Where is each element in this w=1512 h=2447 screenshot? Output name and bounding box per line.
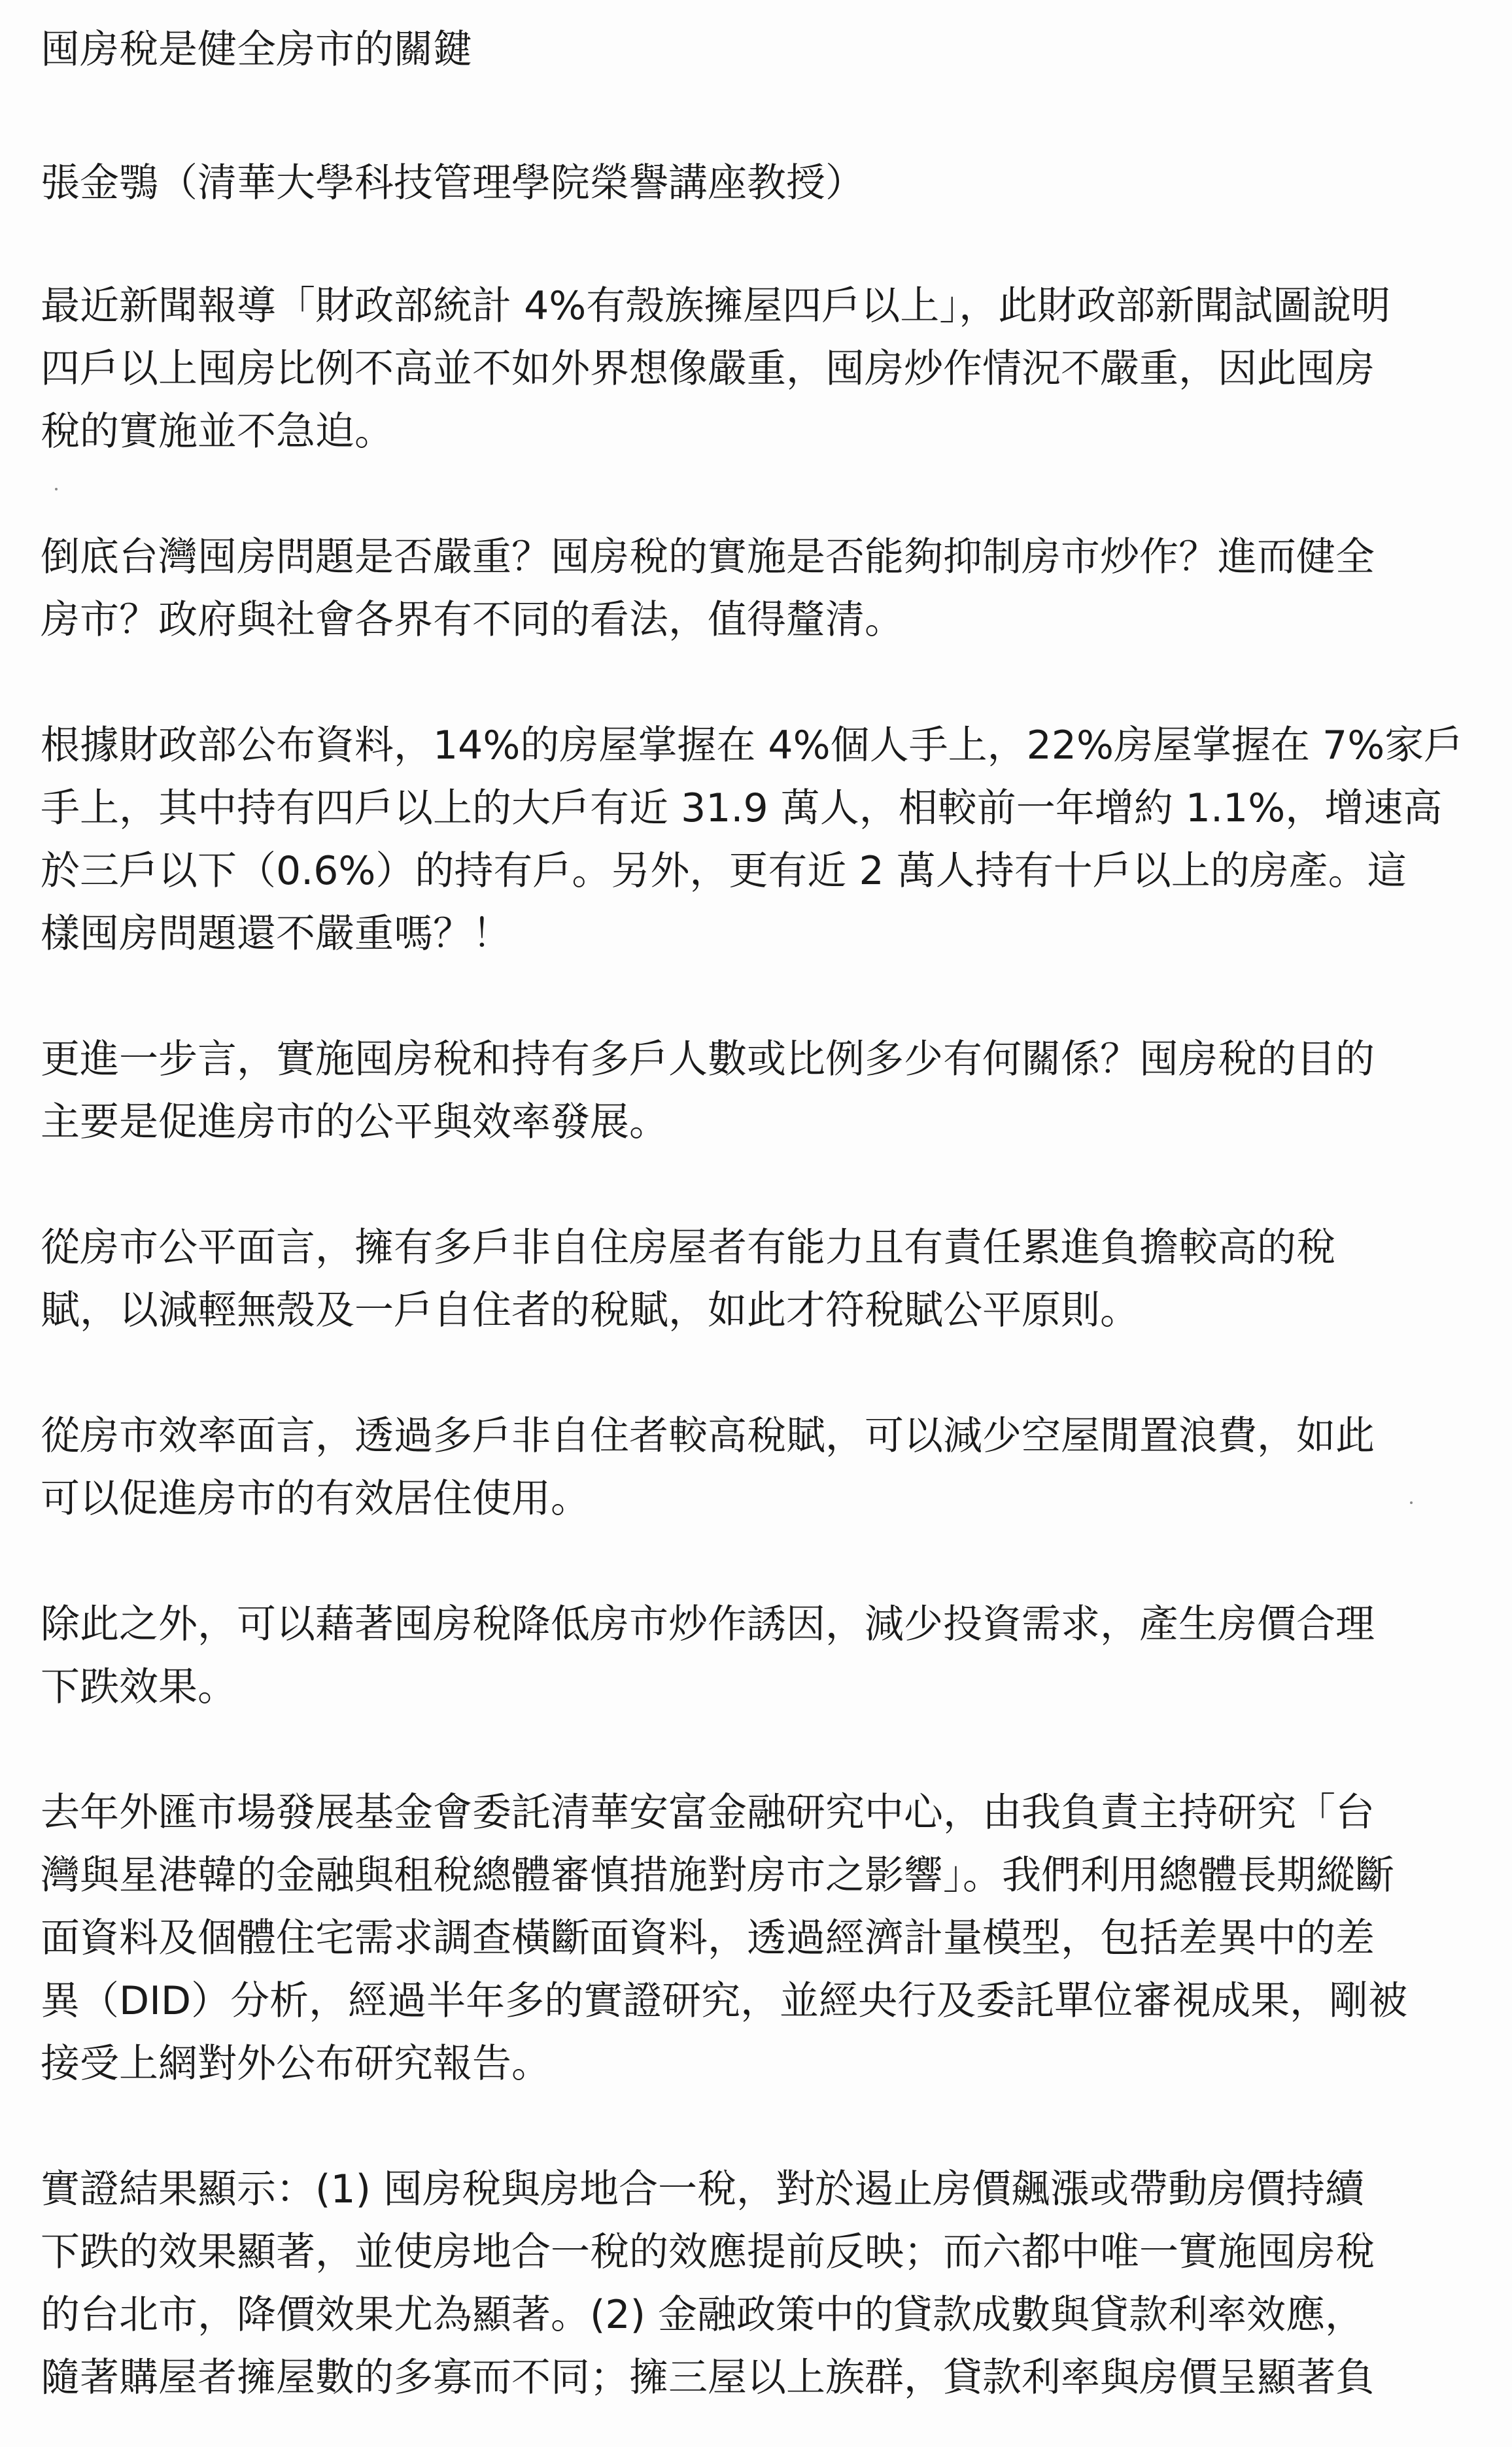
paragraph-line: 可以促進房市的有效居住使用。 [41, 1476, 590, 1522]
paragraph-line: 接受上網對外公布研究報告。 [41, 2041, 551, 2087]
paragraph-4 [41, 1028, 1486, 1154]
paragraph-line: 更進一步言，實施囤房稅和持有多戶人數或比例多少有何關係？囤房稅的目的 [41, 1036, 1375, 1082]
article-title-text: 囤房稅是健全房市的關鍵 [41, 27, 472, 73]
paragraph-line: 主要是促進房市的公平與效率發展。 [41, 1099, 668, 1145]
paragraph-5 [41, 1216, 1486, 1342]
paragraph-line: 倒底台灣囤房問題是否嚴重？囤房稅的實施是否能夠抑制房市炒作？進而健全 [41, 534, 1375, 580]
author-text: 張金鶚（清華大學科技管理學院榮譽講座教授） [41, 160, 865, 206]
paragraph-line: 從房市效率面言，透過多戶非自住者較高稅賦，可以減少空屋閒置浪費，如此 [41, 1413, 1375, 1459]
paragraph-7 [41, 1593, 1486, 1719]
paragraph-line: 除此之外，可以藉著囤房稅降低房市炒作誘因，減少投資需求，產生房價合理 [41, 1601, 1375, 1647]
scan-speck [1410, 1501, 1413, 1504]
paragraph-line: 稅的實施並不急迫。 [41, 409, 394, 454]
paragraph-9 [41, 2158, 1486, 2409]
paragraph-line: 面資料及個體住宅需求調查橫斷面資料，透過經濟計量模型，包括差異中的差 [41, 1915, 1375, 1961]
paragraph-3 [41, 714, 1486, 965]
paragraph-line: 隨著購屋者擁屋數的多寡而不同；擁三屋以上族群，貸款利率與房價呈顯著負 [41, 2355, 1375, 2401]
scan-speck [55, 488, 58, 490]
paragraph-line: 四戶以上囤房比例不高並不如外界想像嚴重，囤房炒作情況不嚴重，因此囤房 [41, 346, 1375, 392]
paragraph-line: 異（DID）分析，經過半年多的實證研究，並經央行及委託單位審視成果，剛被 [41, 1978, 1408, 2024]
article-title [41, 18, 1486, 81]
paragraph-line: 灣與星港韓的金融與租稅總體審慎措施對房市之影響」。我們利用總體長期縱斷 [41, 1853, 1394, 1898]
author-line [41, 152, 1486, 214]
paragraph-line: 下跌效果。 [41, 1664, 237, 1710]
paragraph-1 [41, 275, 1486, 463]
paragraph-line: 根據財政部公布資料，14%的房屋掌握在 4%個人手上，22%房屋掌握在 7%家戶 [41, 723, 1464, 768]
paragraph-line: 賦，以減輕無殼及一戶自住者的稅賦，如此才符稅賦公平原則。 [41, 1288, 1139, 1333]
paragraph-6 [41, 1405, 1486, 1530]
paragraph-line: 下跌的效果顯著，並使房地合一稅的效應提前反映；而六都中唯一實施囤房稅 [41, 2229, 1375, 2275]
paragraph-line: 樣囤房問題還不嚴重嗎？！ [41, 911, 511, 957]
paragraph-2 [41, 526, 1486, 651]
paragraph-line: 的台北市，降價效果尤為顯著。(2) 金融政策中的貸款成數與貸款利率效應， [41, 2292, 1365, 2338]
paragraph-8 [41, 1781, 1486, 2095]
paragraph-line: 房市？政府與社會各界有不同的看法，值得釐清。 [41, 597, 904, 643]
paragraph-line: 實證結果顯示：(1) 囤房稅與房地合一稅，對於遏止房價飆漲或帶動房價持續 [41, 2166, 1365, 2212]
paragraph-line: 從房市公平面言，擁有多戶非自住房屋者有能力且有責任累進負擔較高的稅 [41, 1225, 1335, 1271]
paragraph-line: 最近新聞報導「財政部統計 4%有殼族擁屋四戶以上」，此財政部新聞試圖說明 [41, 283, 1391, 329]
paragraph-line: 手上，其中持有四戶以上的大戶有近 31.9 萬人，相較前一年增約 1.1%，增速高 [41, 785, 1443, 831]
paragraph-line: 去年外匯市場發展基金會委託清華安富金融研究中心，由我負責主持研究「台 [41, 1790, 1375, 1836]
paragraph-line: 於三戶以下（0.6%）的持有戶。另外，更有近 2 萬人持有十戶以上的房產。這 [41, 848, 1407, 894]
